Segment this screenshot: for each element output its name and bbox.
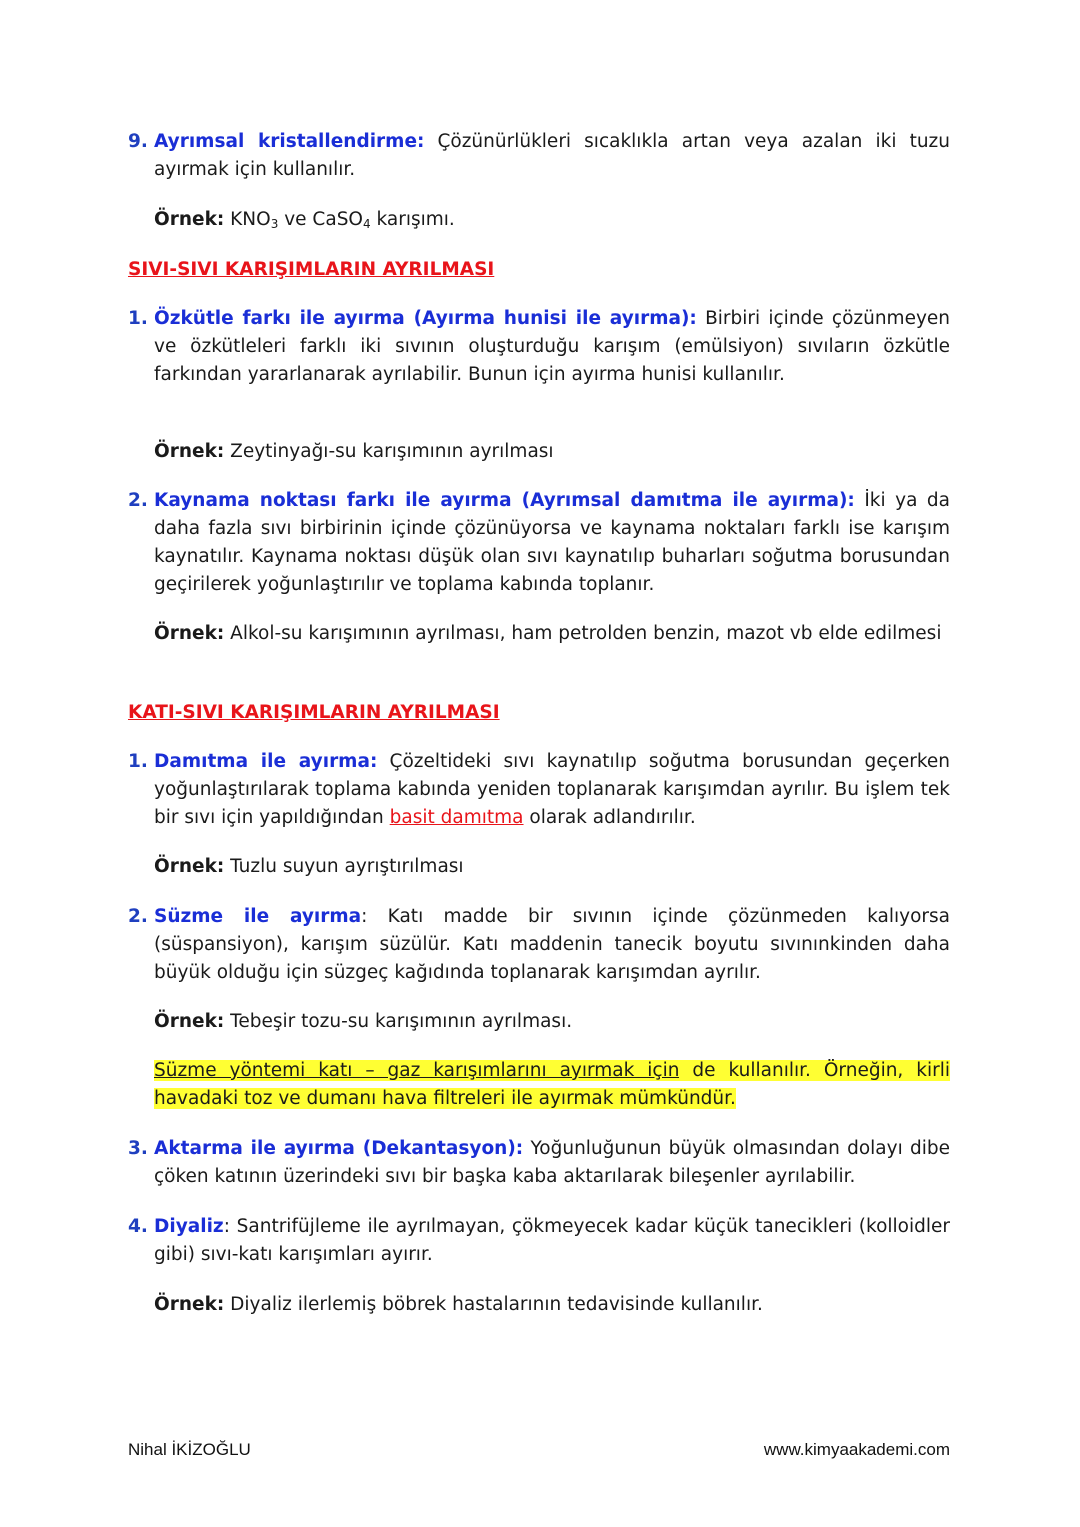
item-title: Süzme ile ayırma	[154, 906, 362, 927]
example-text: Diyaliz ilerlemiş böbrek hastalarının tedavisinde kullanılır.	[224, 1294, 763, 1315]
item-text: Çözeltideki sıvı kaynatılıp soğutma borusundan geçerken yoğunlaştırılarak toplama kabında yeniden toplanarak karışımdan ayrılır. Bu işlem tek bir sıvı için yapıldığından	[154, 751, 950, 828]
example	[154, 620, 950, 648]
example	[154, 853, 950, 881]
example	[154, 1291, 950, 1319]
colon: :	[361, 906, 368, 927]
footer-author: Nihal İKİZOĞLU	[128, 1440, 251, 1459]
item-title: Diyaliz	[154, 1216, 224, 1237]
section-heading: SIVI-SIVI KARIŞIMLARIN AYRILMASI	[128, 259, 495, 280]
item-title: Damıtma ile ayırma:	[154, 751, 378, 772]
item-number: 2.	[128, 490, 148, 511]
footer-website: www.kimyaakademi.com	[763, 1440, 950, 1459]
item-number: 2.	[128, 906, 148, 927]
example	[154, 1008, 950, 1036]
note-underlined: Süzme yöntemi katı – gaz karışımlarını ayırmak için	[154, 1060, 680, 1081]
list-item	[128, 1135, 950, 1191]
example-text: Zeytinyağı-su karışımının ayrılması	[224, 441, 554, 462]
item-text: Santrifüjleme ile ayrılmayan, çökmeyecek kadar küçük tanecikleri (kolloidler gibi) sıvı-katı karışımları ayırır.	[154, 1216, 950, 1265]
highlighted-note	[154, 1057, 950, 1113]
item-9	[128, 128, 950, 184]
example-text: Tuzlu suyun ayrıştırılması	[224, 856, 464, 877]
item-title: Kaynama noktası farkı ile ayırma (Ayrımsal damıtma ile ayırma):	[154, 490, 855, 511]
item-number: 4.	[128, 1216, 148, 1237]
example	[154, 438, 950, 466]
item-text: İki ya da daha fazla sıvı birbirinin içinde çözünüyorsa ve kaynama noktaları farklı ise karışım kaynatılır. Kaynama noktası düşük olan sıvı kaynatılıp buharları soğutma borusundan geçirilerek yoğunlaştırılır ve toplama kabında toplanır.	[154, 490, 950, 595]
example-text: ve CaSO	[278, 209, 363, 230]
item-number: 9.	[128, 131, 148, 152]
item-title: Aktarma ile ayırma (Dekantasyon):	[154, 1138, 524, 1159]
item-text: Çözünürlükleri sıcaklıkla artan veya azalan iki tuzu ayırmak için kullanılır.	[154, 131, 950, 180]
list-item	[128, 1213, 950, 1269]
example-label: Örnek:	[154, 856, 225, 877]
example-label: Örnek:	[154, 209, 225, 230]
subscript: 3	[270, 217, 279, 231]
item-title: Özkütle farkı ile ayırma (Ayırma hunisi ile ayırma):	[154, 308, 697, 329]
underlined-term: basit damıtma	[389, 807, 524, 828]
example-text: Alkol-su karışımının ayrılması, ham petrolden benzin, mazot vb elde edilmesi	[224, 623, 942, 644]
example-text: karışımı.	[370, 209, 455, 230]
section-heading: KATI-SIVI KARIŞIMLARIN AYRILMASI	[128, 702, 500, 723]
list-item	[128, 487, 950, 599]
item-number: 1.	[128, 308, 148, 329]
item-text: Yoğunluğunun büyük olmasından dolayı dibe çöken katının üzerindeki sıvı bir başka kaba aktarılarak bileşenler ayrılabilir.	[154, 1138, 950, 1187]
item-text: olarak adlandırılır.	[523, 807, 696, 828]
colon: :	[223, 1216, 230, 1237]
example-label: Örnek:	[154, 1011, 225, 1032]
example-text: Tebeşir tozu-su karışımının ayrılması.	[224, 1011, 573, 1032]
list-item	[128, 305, 951, 389]
item-text: Birbiri içinde çözünmeyen ve özkütleleri farklı iki sıvının oluşturduğu karışım (emülsiyon) sıvıların özkütle farkından yararlanarak ayrılabilir. Bunun için ayırma hunisi kullanılır.	[154, 308, 951, 385]
item-number: 1.	[128, 751, 148, 772]
example-label: Örnek:	[154, 441, 225, 462]
note-text: de kullanılır. Örneğin, kirli havadaki toz ve dumanı hava filtreleri ile ayırmak mümkündür.	[154, 1060, 950, 1109]
example-label: Örnek:	[154, 1294, 225, 1315]
item-title: Ayrımsal kristallendirme:	[154, 131, 425, 152]
item-text: Katı madde bir sıvının içinde çözünmeden kalıyorsa (süspansiyon), karışım süzülür. Katı maddenin tanecik boyutu sıvınınkinden daha büyük olduğu için süzgeç kağıdında toplanarak karışımdan ayrılır.	[154, 906, 950, 983]
list-item	[128, 903, 950, 987]
example-text: KNO	[224, 209, 271, 230]
example-label: Örnek:	[154, 623, 225, 644]
item-number: 3.	[128, 1138, 148, 1159]
subscript: 4	[363, 217, 371, 231]
example	[154, 206, 950, 234]
list-item	[128, 748, 950, 832]
